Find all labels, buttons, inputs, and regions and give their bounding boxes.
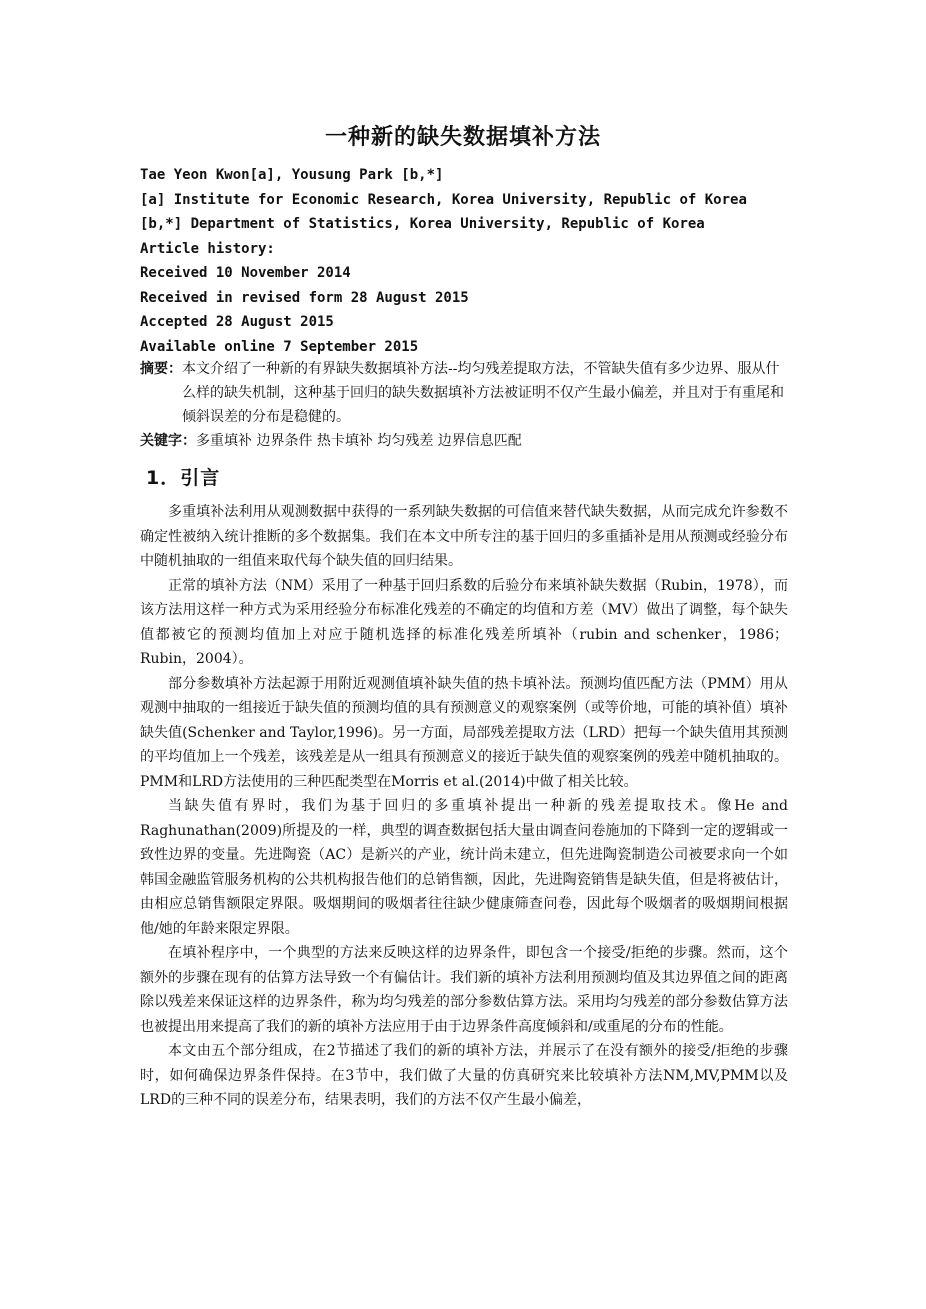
introduction-body: [140, 500, 788, 1113]
abstract-text: 本文介绍了一种新的有界缺失数据填补方法--均匀残差提取方法，不管缺失值有多少边界、服从什么样的缺失机制，这种基于回归的缺失数据填补方法被证明不仅产生最小偏差，并且对于有重尾和倾斜误差的分布是稳健的。: [182, 361, 784, 425]
article-metadata: [140, 163, 800, 359]
paragraph: 部分参数填补方法起源于用附近观测值填补缺失值的热卡填补法。预测均值匹配方法（PMM）用从观测中抽取的一组接近于缺失值的预测均值的具有预测意义的观察案例（或等价地，可能的填补值）填补缺失值(Schenker and Taylor,1996)。另一方面，局部残差提取方法（LRD）把每一个缺失值用其预测的平均值加上一个残差，该残差是从一组具有预测意义的接近于缺失值的观察案例的残差中随机抽取的。PMM和LRD方法使用的三种匹配类型在Morris et al.(2014)中做了相关比较。: [140, 675, 788, 790]
affiliation-b: [b,*] Department of Statistics, Korea University, Republic of Korea: [140, 216, 705, 232]
paragraph: 多重填补法利用从观测数据中获得的一系列缺失数据的可信值来替代缺失数据，从而完成允许参数不确定性被纳入统计推断的多个数据集。我们在本文中所专注的基于回归的多重插补是用从预测或经验分布中随机抽取的一组值来取代每个缺失值的回归结果。: [140, 504, 788, 569]
affiliation-a: [a] Institute for Economic Research, Korea University, Republic of Korea: [140, 191, 747, 208]
abstract-label: 摘要：: [140, 361, 182, 377]
paragraph: 当缺失值有界时，我们为基于回归的多重填补提出一种新的残差提取技术。像He and Raghunathan(2009)所提及的一样，典型的调查数据包括大量由调查问卷施加的下降到一定的逻辑或一致性边界的变量。先进陶瓷（AC）是新兴的产业，统计尚未建立，但先进陶瓷制造公司被要求向一个如韩国金融监管服务机构的公共机构报告他们的总销售额，因此，先进陶瓷销售是缺失值，但是将被估计，由相应总销售额限定界限。吸烟期间的吸烟者往往缺少健康筛查问卷，因此每个吸烟者的吸烟期间根据他/她的年龄来限定界限。: [140, 798, 788, 937]
keywords-text: 多重填补 边界条件 热卡填补 均匀残差 边界信息匹配: [196, 433, 522, 449]
abstract: [140, 357, 790, 429]
paragraph: 本文由五个部分组成，在2节描述了我们的新的填补方法，并展示了在没有额外的接受/拒绝的步骤时，如何确保边界条件保持。在3节中，我们做了大量的仿真研究来比较填补方法NM,MV,PMM以及LRD的三种不同的误差分布，结果表明，我们的方法不仅产生最小偏差，: [140, 1043, 788, 1108]
received-date: Received 10 November 2014: [140, 265, 351, 281]
accepted-date: Accepted 28 August 2015: [140, 314, 334, 330]
paragraph: 正常的填补方法（NM）采用了一种基于回归系数的后验分布来填补缺失数据（Rubin，1978），而该方法用这样一种方式为采用经验分布标准化残差的不确定的均值和方差（MV）做出了调整，每个缺失值都被它的预测均值加上对应于随机选择的标准化残差所填补（rubin and schenker，1986；Rubin，2004）。: [140, 577, 788, 667]
authors-line: Tae Yeon Kwon[a], Yousung Park [b,*]: [140, 167, 444, 183]
article-history-label: Article history:: [140, 240, 275, 257]
section-heading-introduction: 1．引言: [146, 467, 221, 489]
revised-date: Received in revised form 28 August 2015: [140, 289, 469, 306]
paragraph: 在填补程序中，一个典型的方法来反映这样的边界条件，即包含一个接受/拒绝的步骤。然而，这个额外的步骤在现有的估算方法导致一个有偏估计。我们新的填补方法利用预测均值及其边界值之间的距离除以残差来保证这样的边界条件，称为均匀残差的部分参数估算方法。采用均匀残差的部分参数估算方法也被提出用来提高了我们的新的填补方法应用于由于边界条件高度倾斜和/或重尾的分布的性能。: [140, 945, 788, 1035]
paper-title: 一种新的缺失数据填补方法: [324, 124, 601, 150]
keywords-label: 关键字：: [140, 433, 196, 449]
keywords: [140, 429, 790, 453]
online-date: Available online 7 September 2015: [140, 338, 419, 355]
